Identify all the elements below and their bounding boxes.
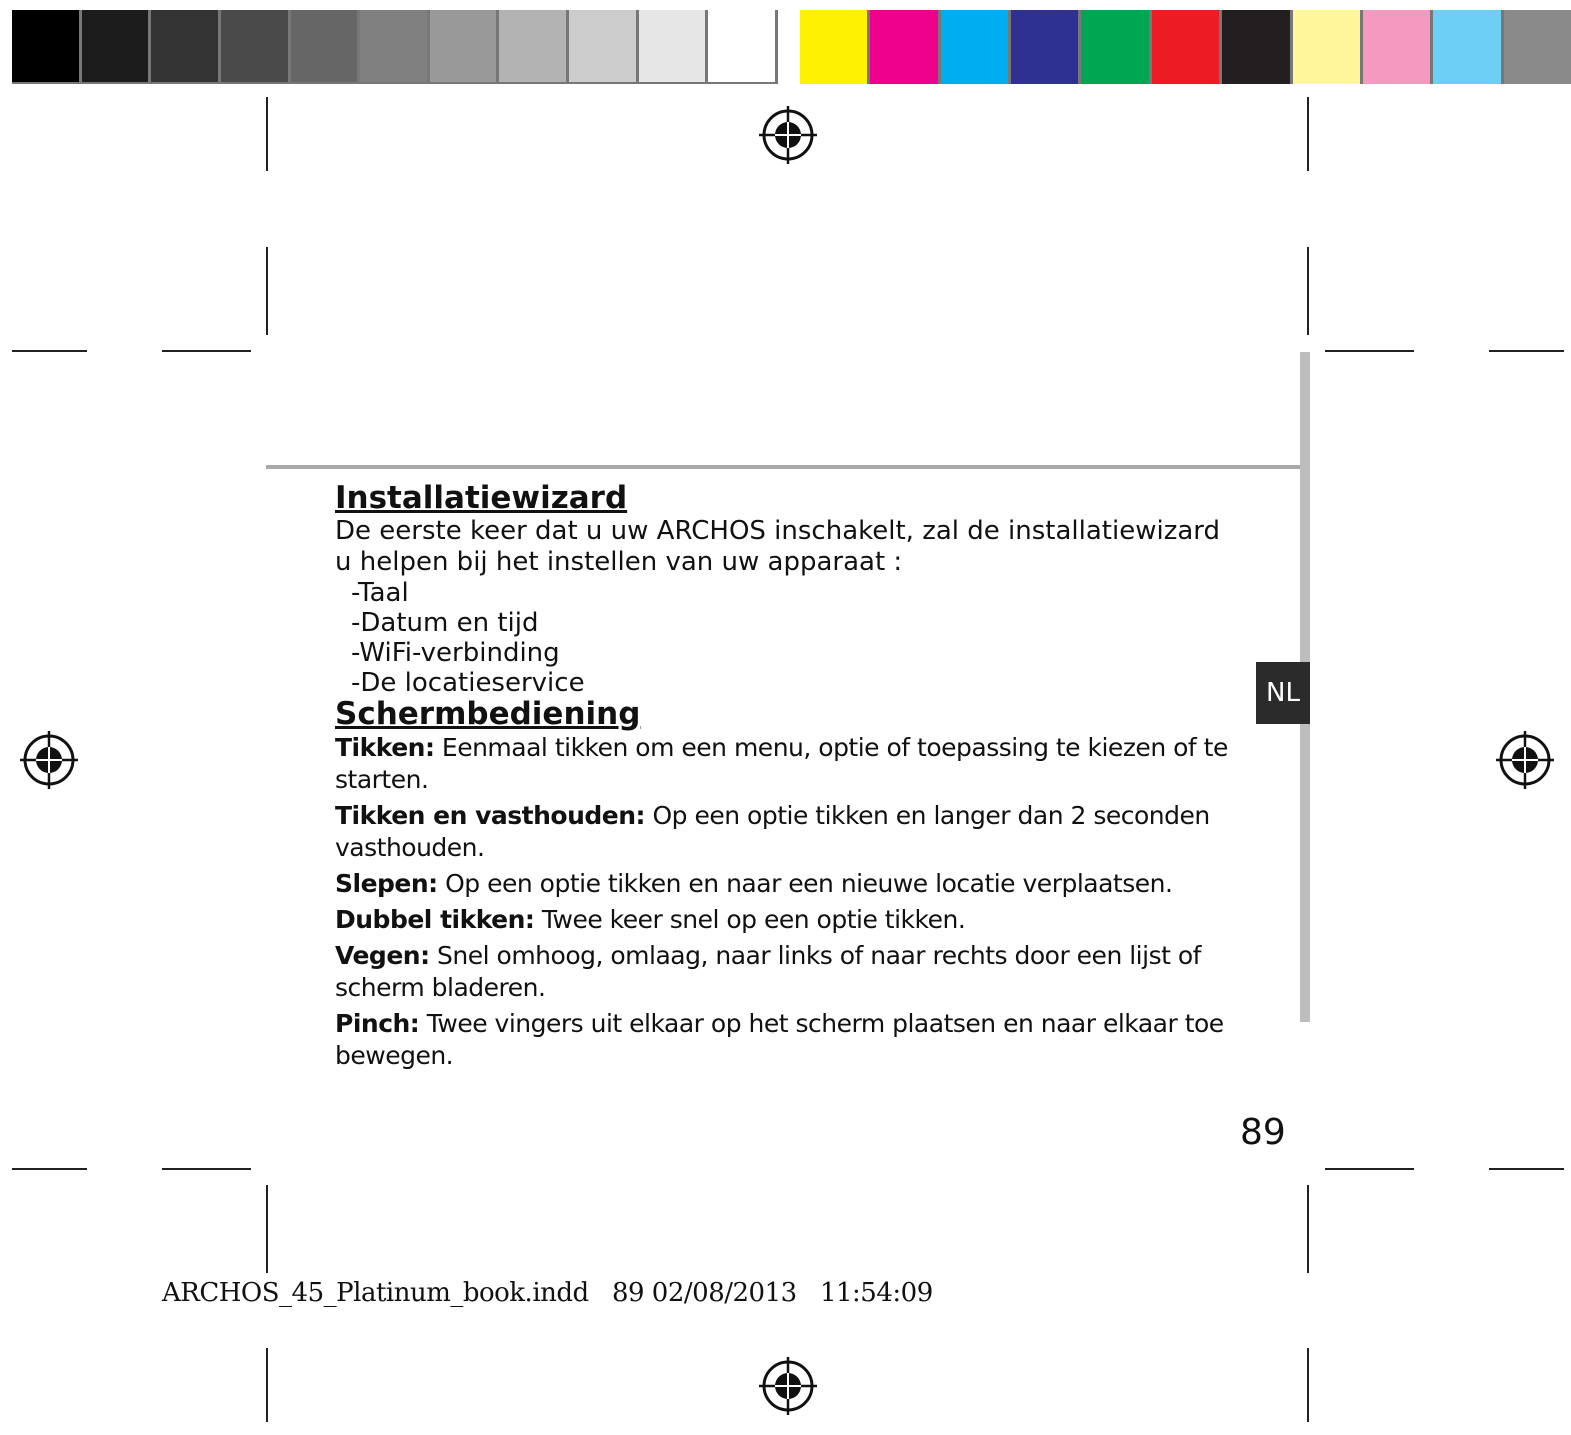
- process-color-swatch: [1011, 10, 1081, 84]
- list-item: -De locatieservice: [351, 668, 585, 698]
- gesture-item: [335, 868, 1235, 900]
- grayscale-swatch: [499, 10, 569, 82]
- registration-mark-left-icon: [18, 729, 80, 791]
- gesture-term: Slepen:: [335, 869, 438, 898]
- gesture-term: Dubbel tikken:: [335, 905, 535, 934]
- crop-mark: [12, 350, 87, 352]
- process-color-bar: [800, 10, 1571, 84]
- registration-mark-right-icon: [1494, 729, 1556, 791]
- print-slug: ARCHOS_45_Platinum_book.indd 89 02/08/2013 11:54:09: [162, 1278, 933, 1308]
- grayscale-swatch: [708, 10, 775, 82]
- gesture-term: Tikken en vasthouden:: [335, 801, 646, 830]
- gesture-list: [335, 732, 1235, 1072]
- grayscale-swatch: [221, 10, 291, 82]
- crop-mark: [1325, 1168, 1414, 1170]
- gesture-term: Vegen:: [335, 941, 430, 970]
- gesture-description: Op een optie tikken en langer dan 2 seconden vasthouden.: [335, 801, 1210, 862]
- crop-mark: [162, 350, 251, 352]
- gesture-description: Twee keer snel op een optie tikken.: [534, 905, 966, 934]
- wizard-heading: Installatiewizard: [335, 480, 628, 516]
- gesture-item: [335, 1008, 1235, 1072]
- grayscale-color-bar: [12, 10, 778, 84]
- process-color-swatch: [800, 10, 870, 84]
- wizard-list: [335, 578, 1235, 698]
- gesture-description: Twee vingers uit elkaar op het scherm plaatsen en naar elkaar toe bewegen.: [335, 1009, 1224, 1070]
- process-color-swatch: [1363, 10, 1433, 84]
- crop-mark: [1307, 247, 1309, 335]
- list-item: -WiFi-verbinding: [351, 638, 560, 668]
- crop-mark: [1307, 1185, 1309, 1273]
- gesture-description: Op een optie tikken en naar een nieuwe locatie verplaatsen.: [437, 869, 1173, 898]
- crop-mark: [1307, 97, 1309, 171]
- language-tab: NL: [1256, 662, 1310, 724]
- gesture-item: [335, 732, 1235, 796]
- process-color-swatch: [870, 10, 940, 84]
- top-rule: [266, 465, 1304, 469]
- crop-mark: [1489, 350, 1564, 352]
- process-color-swatch: [1504, 10, 1571, 84]
- crop-mark: [1325, 350, 1414, 352]
- crop-mark: [1489, 1168, 1564, 1170]
- page-number: 89: [1240, 1112, 1286, 1153]
- registration-mark-bottom-icon: [757, 1355, 819, 1417]
- gesture-term: Tikken:: [335, 733, 435, 762]
- grayscale-swatch: [639, 10, 709, 82]
- screen-heading: Schermbediening: [335, 696, 641, 732]
- crop-mark: [12, 1168, 87, 1170]
- grayscale-swatch: [360, 10, 430, 82]
- gesture-item: [335, 940, 1235, 1004]
- gesture-item: [335, 800, 1235, 864]
- grayscale-swatch: [291, 10, 361, 82]
- crop-mark: [266, 1185, 268, 1273]
- crop-mark: [266, 97, 268, 171]
- wizard-intro: De eerste keer dat u uw ARCHOS inschakelt, zal de installatiewizard u helpen bij het instellen van uw apparaat :: [335, 516, 1221, 577]
- list-item: -Datum en tijd: [351, 608, 539, 638]
- grayscale-swatch: [430, 10, 500, 82]
- page-content: [335, 480, 1235, 1076]
- process-color-swatch: [1433, 10, 1503, 84]
- list-item: -Taal: [351, 578, 409, 608]
- gesture-term: Pinch:: [335, 1009, 420, 1038]
- crop-mark: [266, 247, 268, 335]
- process-color-swatch: [1293, 10, 1363, 84]
- process-color-swatch: [941, 10, 1011, 84]
- crop-mark: [266, 1348, 268, 1422]
- process-color-swatch: [1152, 10, 1222, 84]
- gesture-description: Snel omhoog, omlaag, naar links of naar rechts door een lijst of scherm bladeren.: [335, 941, 1201, 1002]
- gesture-description: Eenmaal tikken om een menu, optie of toepassing te kiezen of te starten.: [335, 733, 1228, 794]
- grayscale-swatch: [151, 10, 221, 82]
- crop-mark: [162, 1168, 251, 1170]
- grayscale-swatch: [569, 10, 639, 82]
- grayscale-swatch: [12, 10, 82, 82]
- process-color-swatch: [1081, 10, 1151, 84]
- registration-mark-top-icon: [757, 104, 819, 166]
- process-color-swatch: [1222, 10, 1292, 84]
- crop-mark: [1307, 1348, 1309, 1422]
- gesture-item: [335, 904, 1235, 936]
- grayscale-swatch: [82, 10, 152, 82]
